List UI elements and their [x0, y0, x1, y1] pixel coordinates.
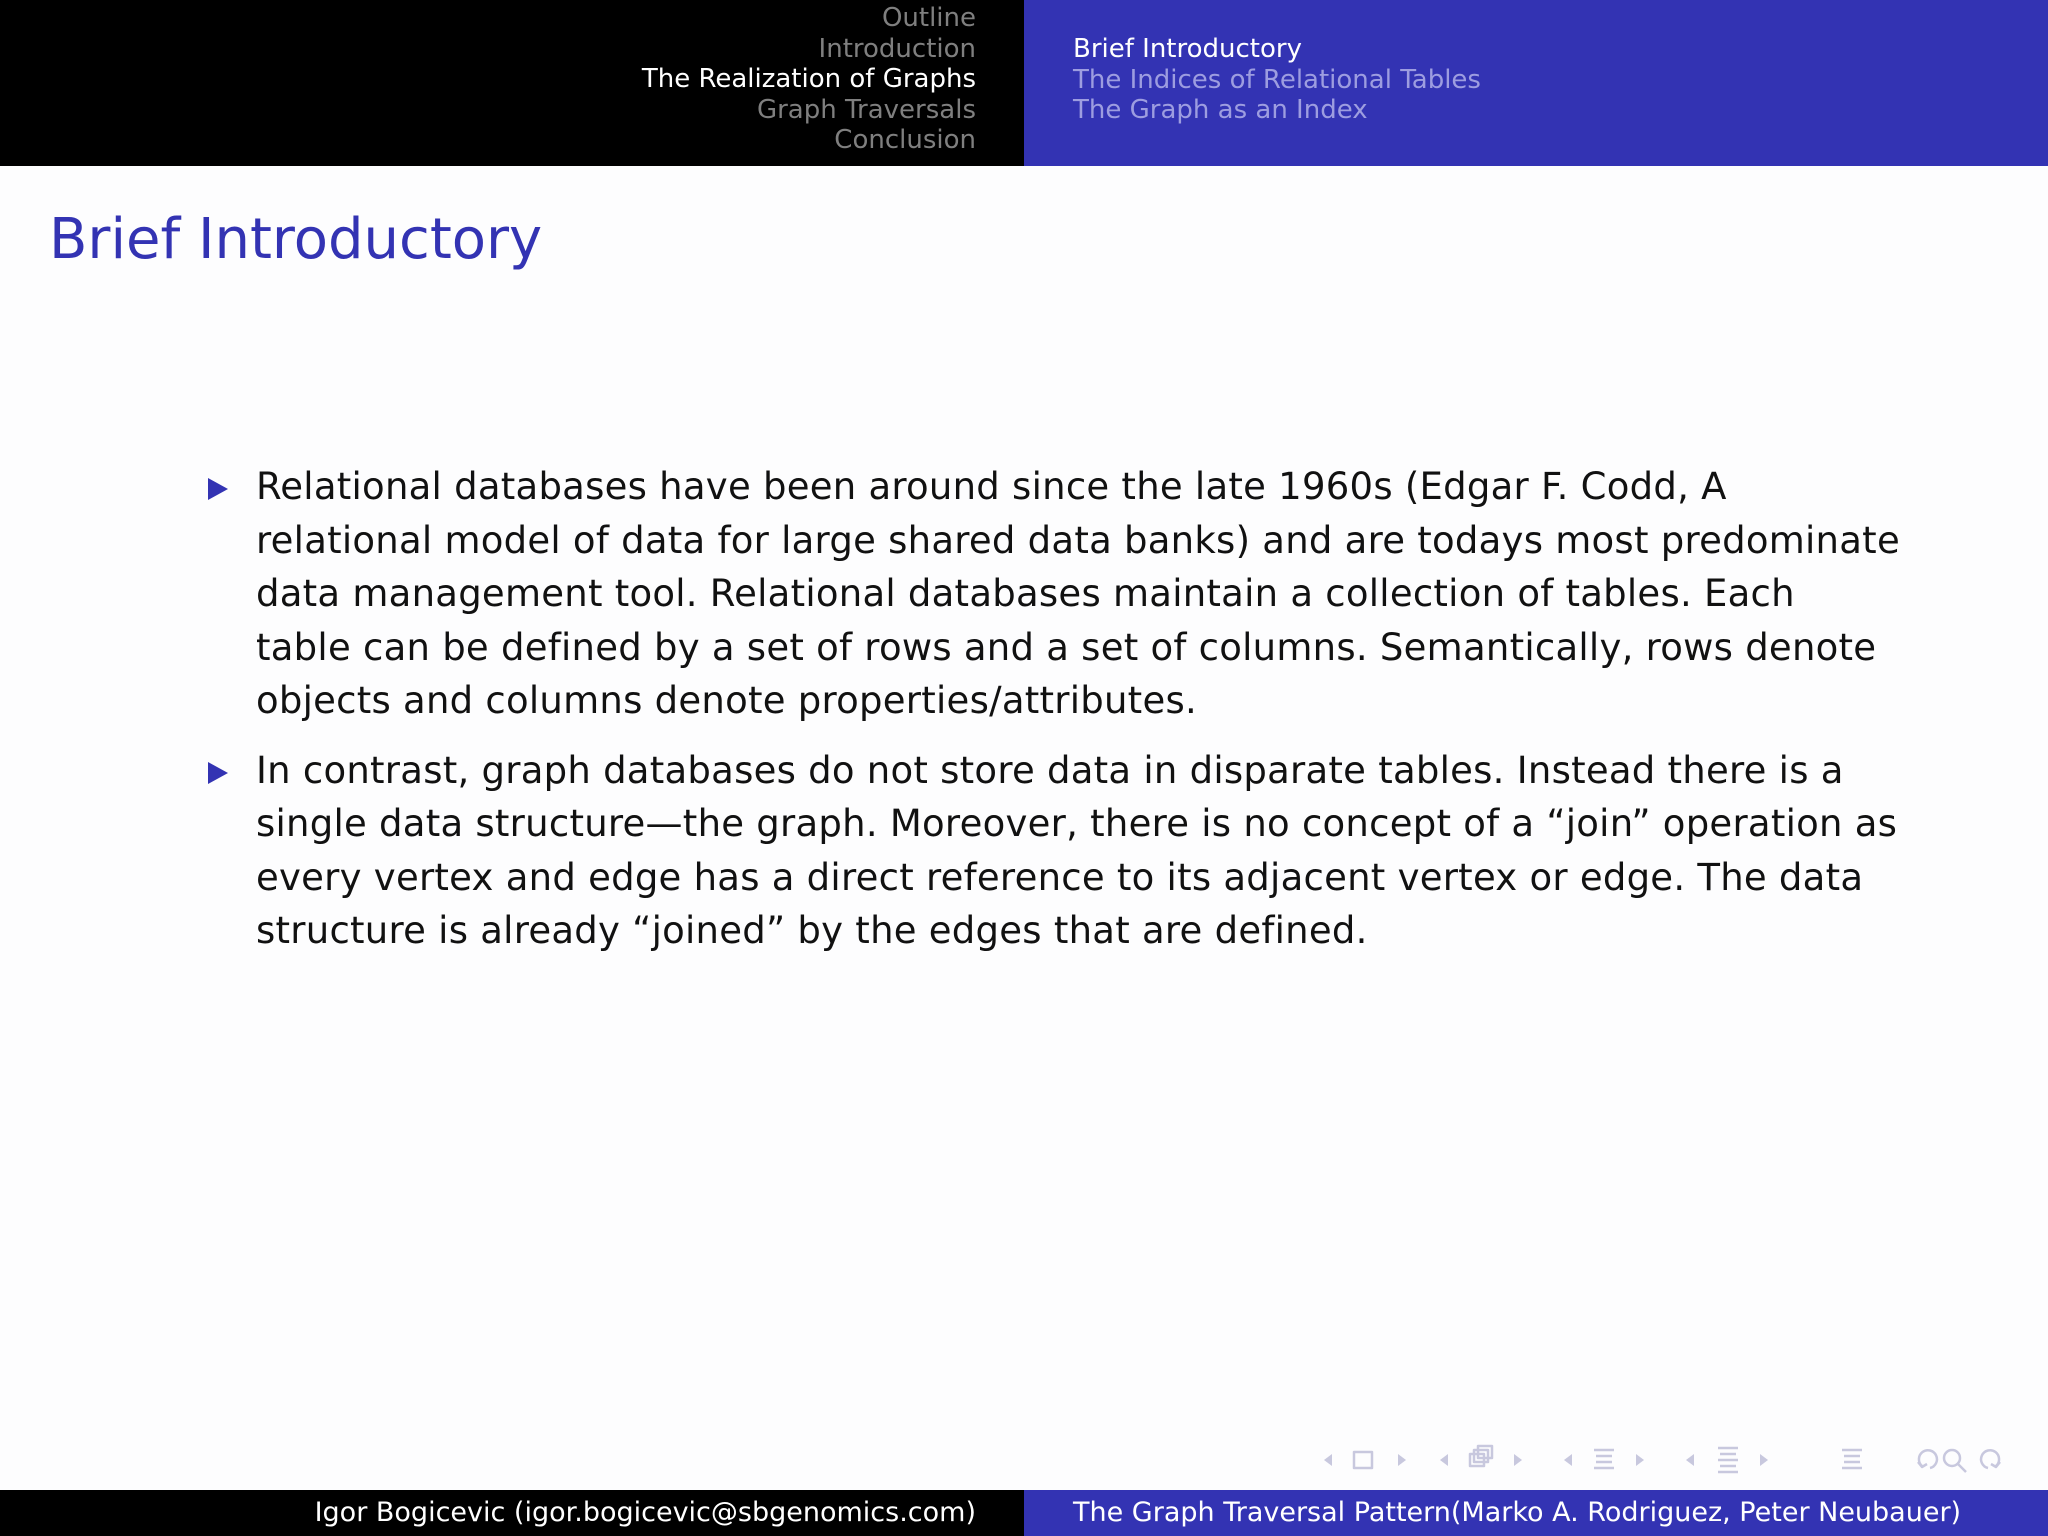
section-link-introduction[interactable]: Introduction	[818, 33, 976, 64]
section-link-realization-of-graphs[interactable]: The Realization of Graphs	[641, 64, 976, 95]
bullet-list	[200, 460, 1900, 974]
subsection-link-graph-as-an-index[interactable]: The Graph as an Index	[1073, 95, 1368, 126]
footer-right	[1024, 1490, 2048, 1536]
subsection-link-brief-introductory[interactable]: Brief Introductory	[1073, 34, 1302, 64]
bullet-item	[200, 460, 1900, 728]
subsection-navigation	[1024, 0, 2048, 166]
section-link-graph-traversals[interactable]: Graph Traversals	[756, 94, 976, 125]
frame-title: Brief Introductory	[49, 207, 543, 272]
document-nav-icon[interactable]	[1686, 1448, 1768, 1472]
footer-author: Igor Bogicevic (igor.bogicevic@sbgenomics.com)	[314, 1497, 976, 1528]
bullet-text: Relational databases have been around since the late 1960s (Edgar F. Codd, A relational model of data for large shared data banks) and are todays most predominate data management tool. Relational databases maintain a collection of tables. Each table can be defined by a set of rows and a set of columns. Semantically, rows denote objects and columns denote properties/attributes.	[256, 465, 1900, 722]
section-link-conclusion[interactable]: Conclusion	[834, 125, 976, 156]
subsection-list	[1073, 34, 1481, 126]
appendix-icon[interactable]	[1842, 1450, 1862, 1468]
header	[0, 0, 2048, 166]
bullet-item	[200, 744, 1900, 958]
search-icon[interactable]	[1918, 1450, 2000, 1472]
footer-left	[0, 1490, 1024, 1536]
triangle-bullet-icon	[208, 762, 228, 784]
section-navigation	[0, 0, 1024, 166]
footer	[0, 1490, 2048, 1536]
triangle-bullet-icon	[208, 478, 228, 500]
navigation-bar	[1310, 1440, 2030, 1480]
subsection-link-indices-of-relational-tables[interactable]: The Indices of Relational Tables	[1073, 64, 1481, 95]
section-list	[642, 3, 976, 156]
bullet-text: In contrast, graph databases do not store data in disparate tables. Instead there is a single data structure—the graph. Moreover, there is no concept of a “join” operation as every vertex and edge has a direct reference to its adjacent vertex or edge. The data structure is already “joined” by the edges that are defined.	[256, 748, 1898, 952]
frame-nav-icon[interactable]	[1324, 1452, 1406, 1468]
footer-title: The Graph Traversal Pattern(Marko A. Rodriguez, Peter Neubauer)	[1073, 1497, 1962, 1528]
section-nav-icon[interactable]	[1564, 1450, 1644, 1468]
subsection-nav-icon[interactable]	[1440, 1446, 1522, 1466]
section-link-outline[interactable]: Outline	[881, 3, 976, 33]
